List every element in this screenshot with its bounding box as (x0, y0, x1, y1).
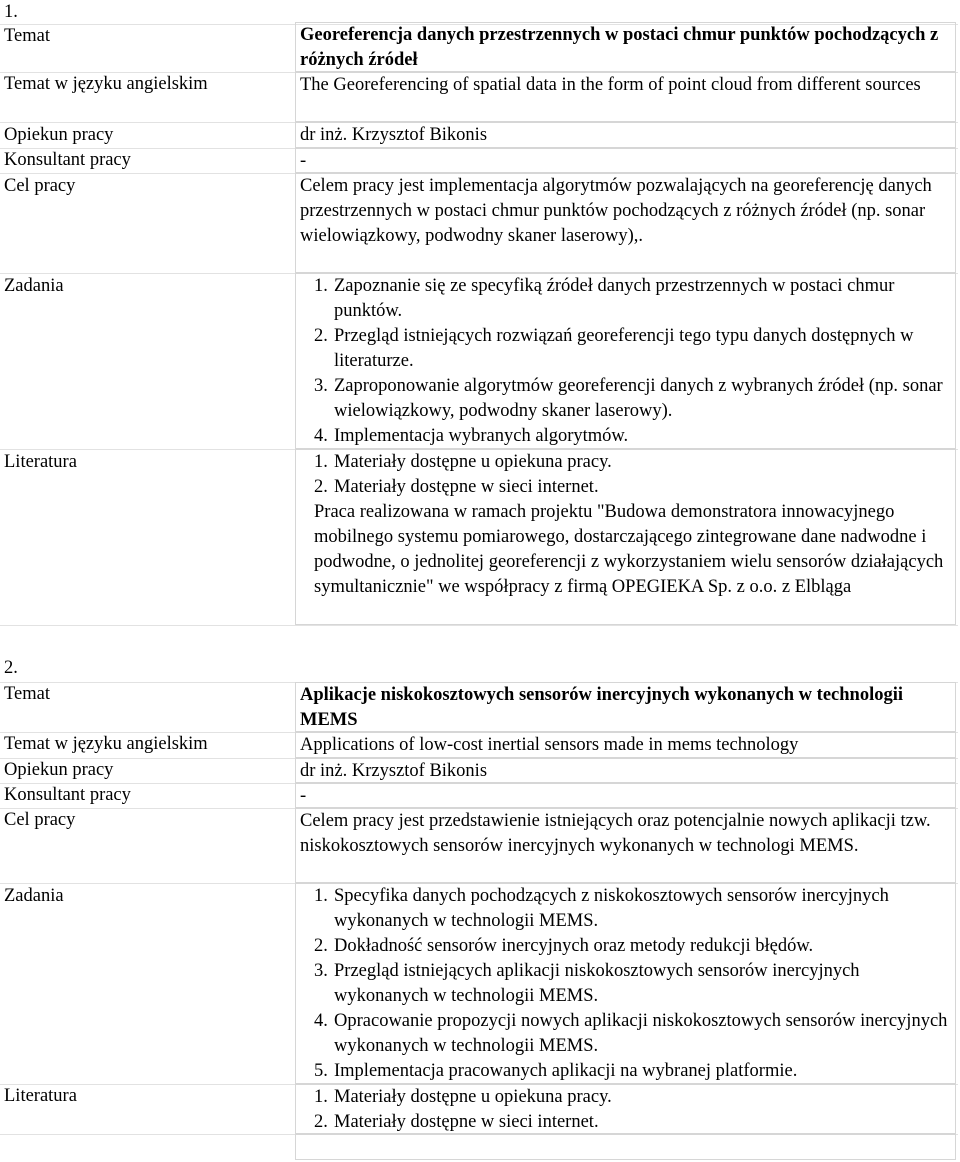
literature-item: 2. Materiały dostępne w sieci internet. (314, 1112, 599, 1132)
topic-value: Georeferencja danych przestrzennych w postaci chmur punktów pochodzących z różnych źródeł (295, 22, 956, 72)
literature-list (295, 449, 956, 625)
literature-item: 1. Materiały dostępne u opiekuna pracy. (314, 1087, 612, 1107)
literature-label: Literatura (4, 1086, 77, 1106)
entry-number: 1. (4, 2, 18, 22)
literature-list (295, 1084, 956, 1134)
supervisor-label: Opiekun pracy (4, 760, 114, 780)
literature-item: 2. Materiały dostępne w sieci internet. (314, 477, 599, 497)
topic-en-value: The Georeferencing of spatial data in the form of point cloud from different sources (295, 72, 956, 122)
project-note: Praca realizowana w ramach projektu "Budowa demonstratora innowacyjnego mobilnego systemu pomiarowego, dostarczającego zintegrowane dane nadwodne i podwodne, o jednolitej georeferencji z wykorzystaniem wielu sensorów działających symultanicznie" we współpracy z firmą OPEGIEKA Sp. z o.o. z Elbląga (314, 502, 944, 597)
goal-value: Celem pracy jest implementacja algorytmów pozwalających na georeferencję danych przestrzennych w postaci chmur punktów pochodzących z różnych źródeł (np. sonar wielowiązkowy, podwodny skaner laserowy),. (295, 173, 956, 273)
task-item: 4. Implementacja wybranych algorytmów. (314, 426, 629, 446)
tasks-label: Zadania (4, 886, 64, 906)
topic-label: Temat (4, 684, 50, 704)
supervisor-label: Opiekun pracy (4, 125, 114, 145)
task-item: 2. Przegląd istniejących rozwiązań georeferencji tego typu danych dostępnych w literaturze. (314, 326, 914, 371)
goal-value: Celem pracy jest przedstawienie istniejących oraz potencjalnie nowych aplikacji tzw. niskokosztowych sensorów inercyjnych wykonanych w technologi MEMS. (295, 808, 956, 883)
topic-value: Aplikacje niskokosztowych sensorów inercyjnych wykonanych w technologii MEMS (295, 682, 956, 732)
topic-en-label: Temat w języku angielskim (4, 74, 208, 94)
task-item: 1. Zapoznanie się ze specyfiką źródeł danych przestrzennych w postaci chmur punktów. (314, 276, 895, 321)
topic-en-value: Applications of low-cost inertial sensors made in mems technology (295, 732, 956, 758)
empty-row (295, 1134, 956, 1160)
task-item: 3. Zaproponowanie algorytmów georeferencji danych z wybranych źródeł (np. sonar wielowiązkowy, podwodny skaner laserowy). (314, 376, 943, 421)
literature-label: Literatura (4, 452, 77, 472)
task-item: 4. Opracowanie propozycji nowych aplikacji niskokosztowych sensorów inercyjnych wykonanych w technologii MEMS. (314, 1011, 948, 1056)
tasks-label: Zadania (4, 276, 64, 296)
consultant-label: Konsultant pracy (4, 785, 131, 805)
topic-label: Temat (4, 26, 50, 46)
task-item: 5. Implementacja pracowanych aplikacji na wybranej platformie. (314, 1061, 798, 1081)
literature-item: 1. Materiały dostępne u opiekuna pracy. (314, 452, 612, 472)
goal-label: Cel pracy (4, 176, 76, 196)
task-item: 2. Dokładność sensorów inercyjnych oraz metody redukcji błędów. (314, 936, 814, 956)
entry-number: 2. (4, 658, 18, 678)
supervisor-value: dr inż. Krzysztof Bikonis (295, 758, 956, 783)
task-item: 3. Przegląd istniejących aplikacji niskokosztowych sensorów inercyjnych wykonanych w technologii MEMS. (314, 961, 860, 1006)
tasks-list (295, 273, 956, 449)
tasks-list (295, 883, 956, 1084)
task-item: 1. Specyfika danych pochodzących z niskokosztowych sensorów inercyjnych wykonanych w technologii MEMS. (314, 886, 889, 931)
consultant-label: Konsultant pracy (4, 150, 131, 170)
topic-en-label: Temat w języku angielskim (4, 734, 208, 754)
consultant-value: - (295, 783, 956, 808)
supervisor-value: dr inż. Krzysztof Bikonis (295, 122, 956, 148)
consultant-value: - (295, 148, 956, 173)
goal-label: Cel pracy (4, 810, 76, 830)
